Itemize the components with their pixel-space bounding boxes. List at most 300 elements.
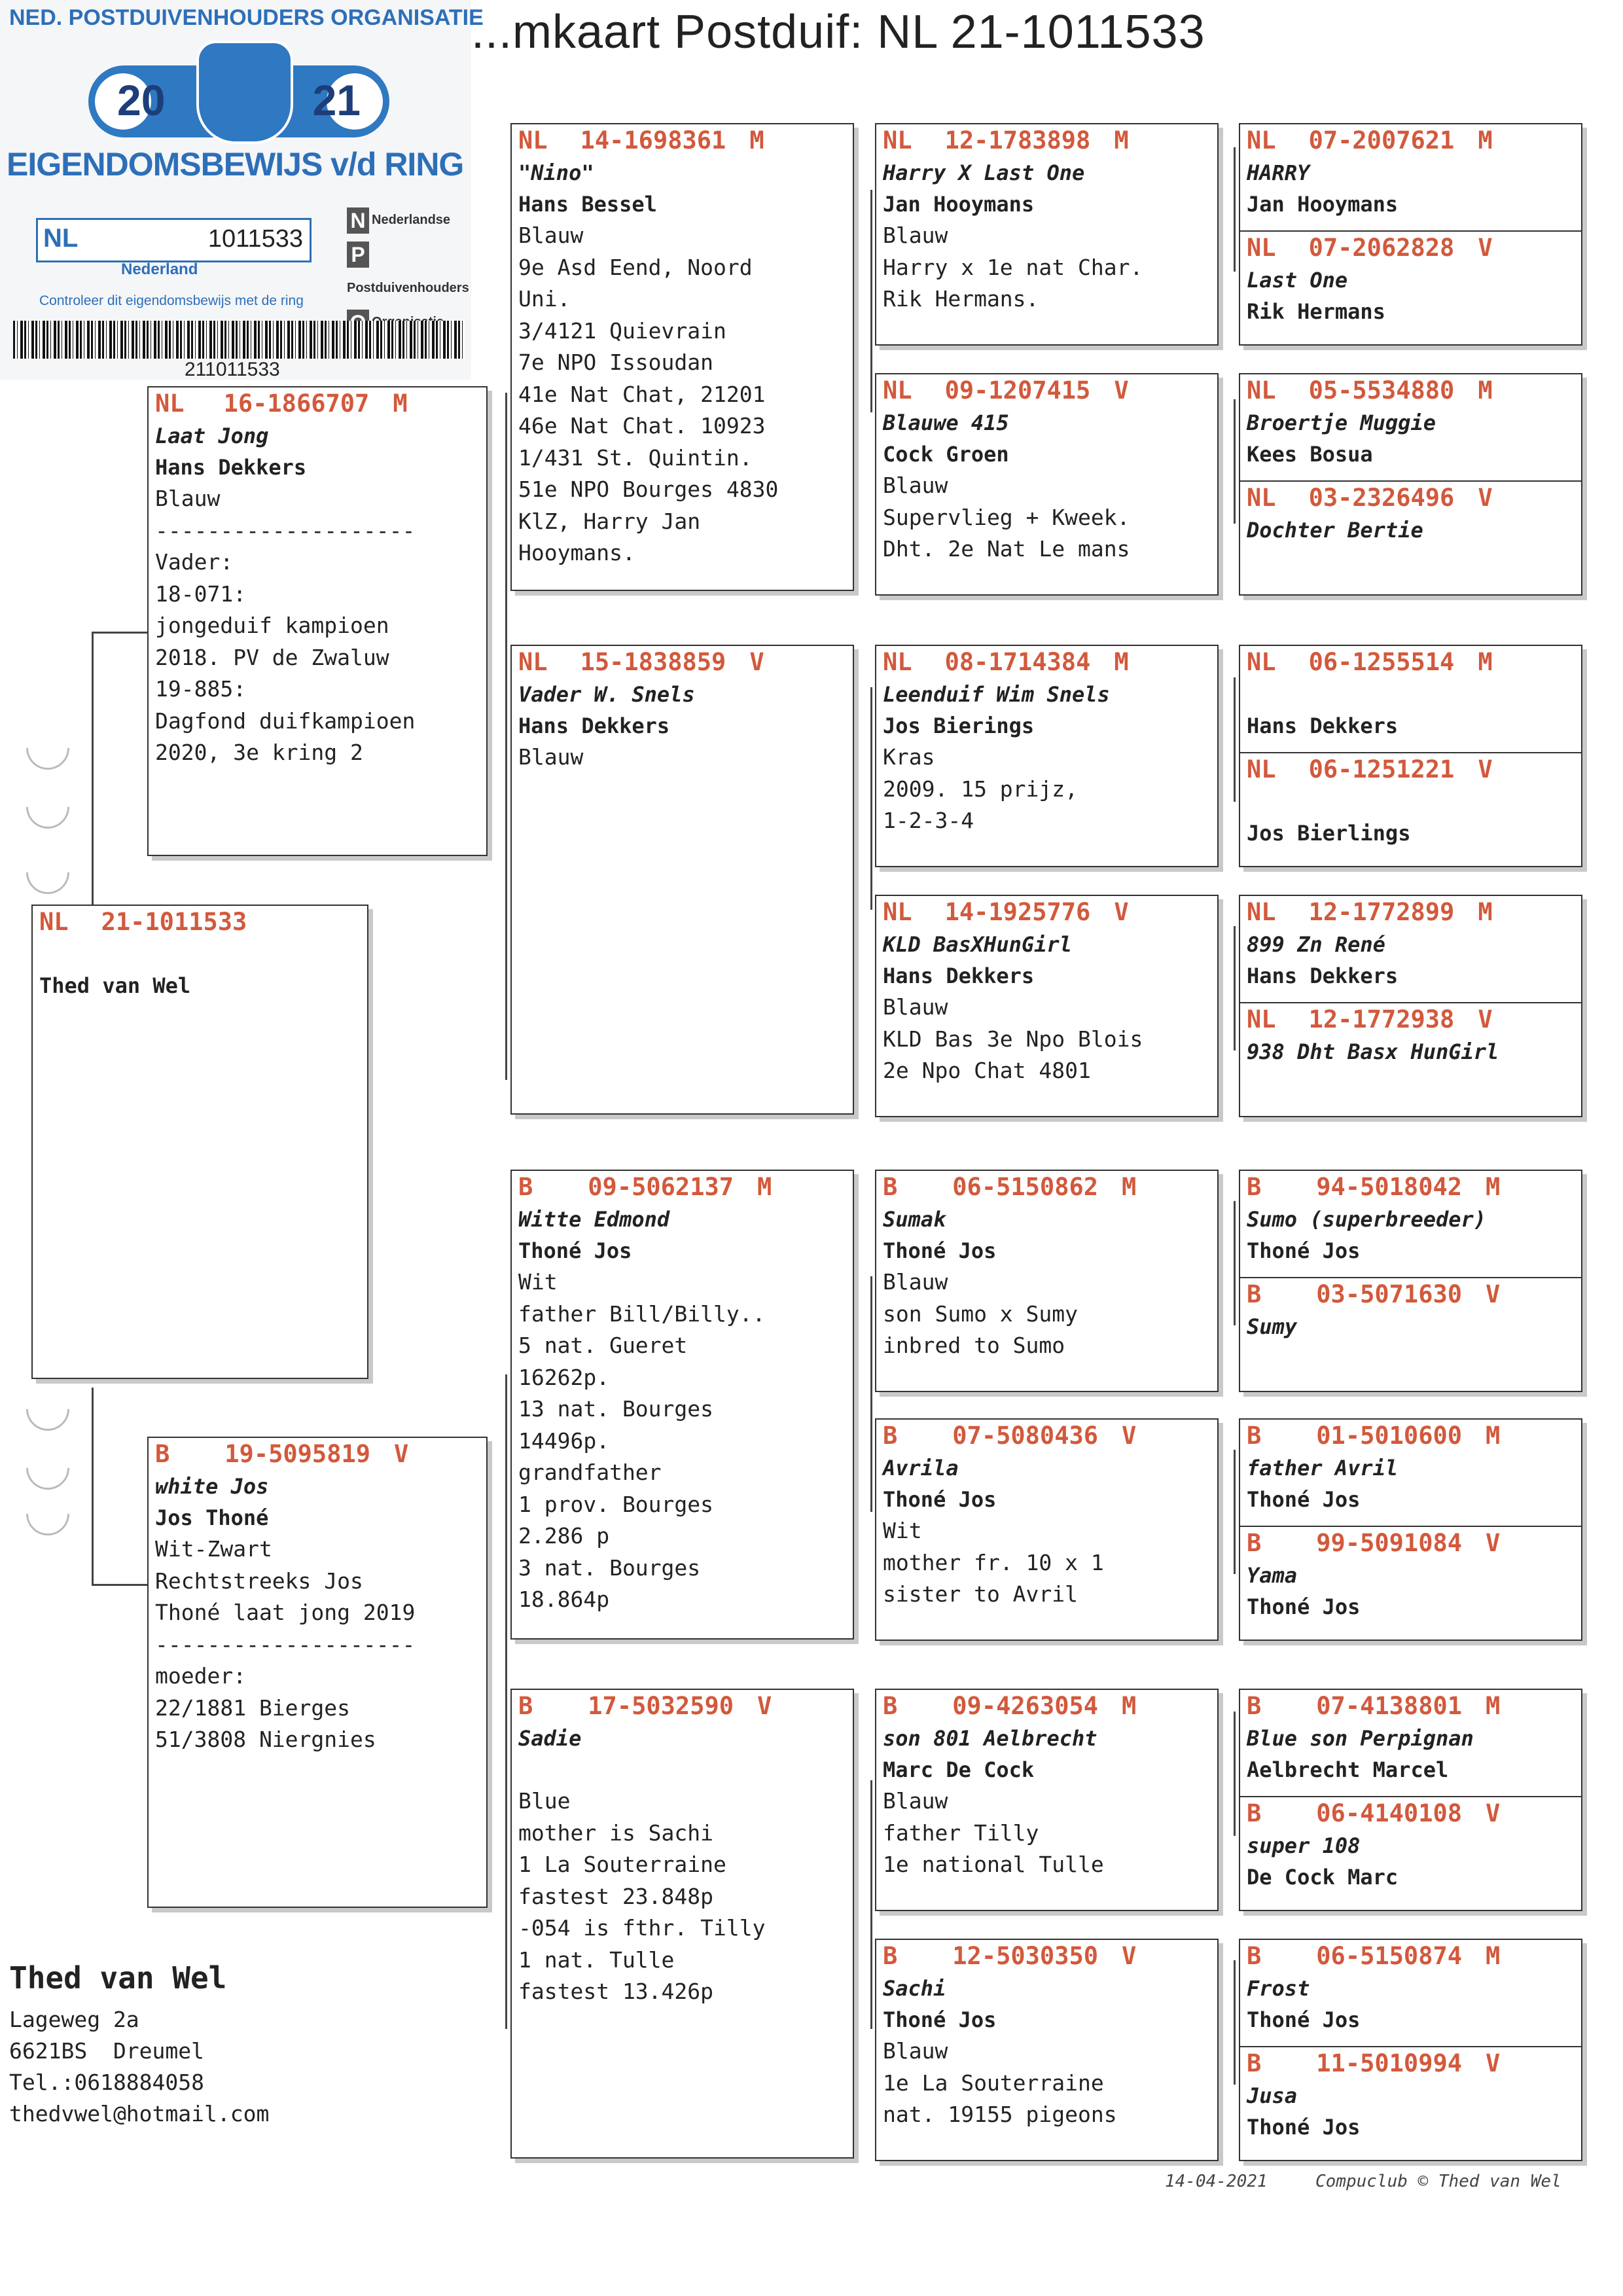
g4-dam-ring: 03-2326496 bbox=[1308, 484, 1455, 512]
pigeon-owner: Jos Bierings bbox=[883, 713, 1035, 738]
pigeon-note: -054 is fthr. Tilly bbox=[518, 1915, 766, 1941]
g4-sire-ring: 01-5010600 bbox=[1316, 1422, 1463, 1450]
pigeon-owner: Thoné Jos bbox=[883, 1487, 997, 1512]
pigeon-note: 18.864p bbox=[518, 1587, 610, 1612]
pigeon-color: Wit bbox=[883, 1518, 922, 1543]
g4-pair-box bbox=[1239, 1689, 1582, 1911]
great-grandparent-ring: 07-5080436 bbox=[952, 1422, 1099, 1450]
mother-sex: V bbox=[394, 1440, 409, 1468]
g4-sire bbox=[1240, 1171, 1581, 1266]
pigeon-note: 46e Nat Chat. 10923 bbox=[518, 413, 766, 439]
great-grandparent-box bbox=[875, 645, 1219, 867]
g4-dam-country: B bbox=[1247, 2049, 1262, 2077]
great-grandparent-box bbox=[875, 1170, 1219, 1392]
ring-card-ownership: EIGENDOMSBEWIJS v/d RING bbox=[7, 146, 464, 183]
g4-sire bbox=[1240, 1420, 1581, 1515]
breeder-address-line: Lageweg 2a bbox=[9, 2007, 139, 2032]
pigeon-note: sister to Avril bbox=[883, 1581, 1079, 1607]
g4-sire-country: NL bbox=[1247, 126, 1276, 154]
great-grandparent-country: NL bbox=[883, 898, 912, 926]
great-grandparent-box bbox=[875, 1689, 1219, 1911]
connector-line bbox=[505, 1374, 507, 2029]
pigeon-name: Sachi bbox=[883, 1976, 946, 2001]
pigeon-note: 2020, 3e kring 2 bbox=[155, 740, 363, 765]
g4-dam-sex: V bbox=[1486, 1529, 1501, 1557]
g4-dam-header bbox=[1240, 1527, 1581, 1560]
grandparent-country: NL bbox=[518, 126, 548, 154]
ring-card-nederland: Nederland bbox=[121, 260, 198, 278]
pigeon-note: Thoné laat jong 2019 bbox=[155, 1600, 416, 1625]
pigeon-note: moeder: bbox=[155, 1663, 247, 1689]
father-ring: 16-1866707 bbox=[223, 389, 370, 418]
great-grandparent-country: NL bbox=[883, 376, 912, 404]
grandparent-header bbox=[512, 1690, 853, 1723]
g4-pair-box bbox=[1239, 645, 1582, 867]
g4-dam bbox=[1240, 480, 1581, 577]
pigeon-note: Uni. bbox=[518, 286, 571, 312]
pigeon-owner: Rik Hermans bbox=[1247, 299, 1385, 324]
grandparent-country: NL bbox=[518, 648, 548, 676]
pigeon-name: Harry X Last One bbox=[883, 160, 1085, 185]
connector-line bbox=[505, 393, 507, 1080]
g4-pair-box bbox=[1239, 373, 1582, 596]
great-grandparent-header bbox=[876, 1940, 1217, 1973]
g4-sire-ring: 07-2007621 bbox=[1308, 126, 1455, 154]
pigeon-note: 1-2-3-4 bbox=[883, 808, 974, 833]
g4-dam-sex: V bbox=[1478, 755, 1493, 783]
g4-sire-sex: M bbox=[1478, 376, 1493, 404]
pigeon-note: 2009. 15 prijz, bbox=[883, 776, 1079, 802]
ring-card-number: 1011533 bbox=[207, 225, 303, 253]
g4-sire-sex: M bbox=[1486, 1692, 1501, 1720]
pigeon-name: HARRY bbox=[1247, 160, 1310, 185]
pigeon-color: Blauw bbox=[883, 2038, 948, 2064]
pigeon-owner: Hans Dekkers bbox=[1247, 713, 1399, 738]
pigeon-note: 1e national Tulle bbox=[883, 1852, 1104, 1877]
pigeon-note: Rik Hermans. bbox=[883, 286, 1039, 312]
pigeon-note: fastest 23.848p bbox=[518, 1883, 714, 1909]
subject-owner: Thed van Wel bbox=[39, 973, 191, 998]
pigeon-name: Dochter Bertie bbox=[1247, 518, 1423, 543]
pigeon-note: nat. 19155 pigeons bbox=[883, 2102, 1117, 2127]
pigeon-note: jongeduif kampioen bbox=[155, 613, 389, 638]
father-color: Blauw bbox=[155, 486, 221, 511]
g4-dam bbox=[1240, 2046, 1581, 2143]
g4-dam-country: B bbox=[1247, 1529, 1262, 1557]
barcode-number: 211011533 bbox=[185, 359, 280, 380]
great-grandparent-box bbox=[875, 373, 1219, 596]
pigeon-note: Rechtstreeks Jos bbox=[155, 1568, 363, 1594]
pigeon-note: 1e La Souterraine bbox=[883, 2070, 1104, 2096]
pigeon-note: 1 La Souterraine bbox=[518, 1852, 726, 1877]
pigeon-name: Sumy bbox=[1247, 1314, 1298, 1339]
connector-line bbox=[870, 1780, 872, 2029]
g4-dam-ring: 12-1772938 bbox=[1308, 1005, 1455, 1033]
pigeon-owner: Hans Bessel bbox=[518, 192, 657, 217]
pigeon-note: 2e Npo Chat 4801 bbox=[883, 1058, 1091, 1083]
great-grandparent-box bbox=[875, 1939, 1219, 2161]
g4-sire-country: NL bbox=[1247, 898, 1276, 926]
great-grandparent-sex: M bbox=[1114, 126, 1129, 154]
punch-hole bbox=[17, 717, 78, 778]
g4-dam bbox=[1240, 1277, 1581, 1374]
pigeon-name: Leenduif Wim Snels bbox=[883, 682, 1110, 707]
g4-dam bbox=[1240, 752, 1581, 849]
g4-sire-sex: M bbox=[1486, 1942, 1501, 1970]
g4-sire-ring: 12-1772899 bbox=[1308, 898, 1455, 926]
pigeon-owner: Thoné Jos bbox=[883, 1238, 997, 1263]
g4-pair-box bbox=[1239, 1939, 1582, 2161]
g4-dam bbox=[1240, 1526, 1581, 1623]
credit-text: Compuclub © Thed van Wel bbox=[1315, 2172, 1561, 2191]
pigeon-owner: Thoné Jos bbox=[1247, 1594, 1361, 1619]
pigeon-note: fastest 13.426p bbox=[518, 1979, 714, 2004]
great-grandparent-ring: 06-5150862 bbox=[952, 1173, 1099, 1201]
g4-sire bbox=[1240, 1690, 1581, 1785]
connector-line bbox=[92, 632, 147, 634]
pigeon-color: Blauw bbox=[883, 1788, 948, 1814]
ring-card-country: NL bbox=[43, 224, 79, 253]
pigeon-name: Broertje Muggie bbox=[1247, 410, 1436, 435]
connector-line bbox=[1234, 926, 1236, 1050]
g4-pair-box bbox=[1239, 895, 1582, 1117]
ring-card-year-right: 21 bbox=[312, 76, 361, 124]
pigeon-note: 22/1881 Bierges bbox=[155, 1695, 351, 1721]
g4-dam-header bbox=[1240, 232, 1581, 264]
mother-owner: Jos Thoné bbox=[155, 1505, 269, 1530]
great-grandparent-ring: 12-5030350 bbox=[952, 1942, 1099, 1970]
punch-hole bbox=[17, 1483, 78, 1544]
pigeon-note: 3 nat. Bourges bbox=[518, 1554, 701, 1581]
pigeon-note: 5 nat. Gueret bbox=[518, 1333, 688, 1358]
lion-crest-icon bbox=[196, 41, 293, 144]
connector-line bbox=[870, 1276, 872, 1512]
ring-card-number-box bbox=[36, 218, 312, 262]
pigeon-name: Frost bbox=[1247, 1976, 1310, 2001]
g4-dam-sex: V bbox=[1478, 1005, 1493, 1033]
pigeon-owner bbox=[1240, 546, 1581, 577]
g4-dam-country: NL bbox=[1247, 484, 1276, 512]
pigeon-owner: Hans Dekkers bbox=[518, 713, 670, 738]
pigeon-color: Blauw bbox=[518, 223, 584, 248]
pigeon-note: grandfather bbox=[518, 1460, 662, 1485]
connector-line bbox=[1234, 1712, 1236, 1836]
pigeon-owner bbox=[1240, 1067, 1581, 1099]
pigeon-note: 13 nat. Bourges bbox=[518, 1396, 714, 1422]
pigeon-note: 2018. PV de Zwaluw bbox=[155, 644, 389, 670]
great-grandparent-sex: M bbox=[1122, 1173, 1137, 1201]
great-grandparent-country: B bbox=[883, 1173, 898, 1201]
g4-sire-header bbox=[1240, 1420, 1581, 1452]
pigeon-owner: Jan Hooymans bbox=[883, 192, 1035, 217]
pigeon-owner: Thoné Jos bbox=[1247, 1487, 1361, 1512]
great-grandparent-box bbox=[875, 895, 1219, 1117]
mother-header bbox=[149, 1438, 486, 1471]
grandparent-ring: 15-1838859 bbox=[580, 648, 726, 676]
pigeon-note: 16262p. bbox=[518, 1364, 610, 1390]
g4-dam-header bbox=[1240, 1278, 1581, 1311]
g4-sire-header bbox=[1240, 1940, 1581, 1973]
mother-color: Wit-Zwart bbox=[155, 1536, 272, 1562]
grandparent-country: B bbox=[518, 1692, 533, 1720]
great-grandparent-country: NL bbox=[883, 648, 912, 676]
connector-line bbox=[870, 190, 872, 412]
g4-sire-sex: M bbox=[1478, 126, 1493, 154]
pigeon-name: Last One bbox=[1247, 268, 1348, 293]
pigeon-note: KLD Bas 3e Npo Blois bbox=[883, 1026, 1143, 1052]
mother-box bbox=[147, 1437, 488, 1908]
pigeon-name: super 108 bbox=[1247, 1833, 1361, 1858]
grandparent-sex: M bbox=[757, 1173, 772, 1201]
mother-name: white Jos bbox=[155, 1474, 269, 1499]
pigeon-note: -------------------- bbox=[155, 517, 416, 543]
pigeon-color: Blue bbox=[518, 1788, 571, 1814]
g4-sire-ring: 05-5534880 bbox=[1308, 376, 1455, 404]
g4-sire-ring: 07-4138801 bbox=[1316, 1692, 1463, 1720]
pigeon-note: 1 prov. Bourges bbox=[518, 1491, 714, 1517]
great-grandparent-country: B bbox=[883, 1942, 898, 1970]
pigeon-color: Wit bbox=[518, 1269, 558, 1295]
great-grandparent-country: B bbox=[883, 1422, 898, 1450]
g4-sire-header bbox=[1240, 1171, 1581, 1204]
pigeon-name: Sadie bbox=[518, 1726, 582, 1751]
pigeon-owner: Jan Hooymans bbox=[1247, 192, 1399, 217]
g4-dam-sex: V bbox=[1486, 2049, 1501, 2077]
pigeon-note: Hooymans. bbox=[518, 540, 635, 565]
g4-sire-sex: M bbox=[1478, 648, 1493, 676]
g4-dam-ring: 03-5071630 bbox=[1316, 1280, 1463, 1308]
grandparent-header bbox=[512, 1171, 853, 1204]
g4-dam-sex: V bbox=[1478, 234, 1493, 262]
pigeon-name: Blauwe 415 bbox=[883, 410, 1009, 435]
father-country: NL bbox=[155, 389, 185, 418]
pigeon-note: 1 nat. Tulle bbox=[518, 1946, 675, 1973]
great-grandparent-header bbox=[876, 1690, 1217, 1723]
connector-line bbox=[92, 1388, 94, 1584]
grandparent-box bbox=[510, 1170, 854, 1640]
pigeon-name: Blue son Perpignan bbox=[1247, 1726, 1474, 1751]
pigeon-note: mother is Sachi bbox=[518, 1820, 714, 1846]
great-grandparent-header bbox=[876, 1420, 1217, 1452]
g4-sire bbox=[1240, 374, 1581, 470]
g4-sire-sex: M bbox=[1478, 898, 1493, 926]
pigeon-name: Vader W. Snels bbox=[518, 682, 695, 707]
pigeon-note: 51/3808 Niergnies bbox=[155, 1727, 376, 1752]
pigeon-note: 1/431 St. Quintin. bbox=[518, 444, 753, 471]
pigeon-owner: Thoné Jos bbox=[1247, 2007, 1361, 2032]
g4-sire-country: B bbox=[1247, 1692, 1262, 1720]
pigeon-note: Dht. 2e Nat Le mans bbox=[883, 536, 1130, 562]
pigeon-name bbox=[1240, 786, 1581, 817]
punch-hole bbox=[17, 776, 78, 837]
mother-notes bbox=[149, 1566, 486, 1756]
g4-sire bbox=[1240, 1940, 1581, 2036]
page-title: ...mkaart Postduif: NL 21-1011533 bbox=[471, 6, 1205, 58]
g4-sire bbox=[1240, 896, 1581, 992]
great-grandparent-box bbox=[875, 123, 1219, 346]
connector-line bbox=[1234, 1450, 1236, 1574]
father-box bbox=[147, 386, 488, 856]
g4-dam-country: B bbox=[1247, 1280, 1262, 1308]
pigeon-owner: Cock Groen bbox=[883, 442, 1009, 467]
connector-line bbox=[870, 687, 872, 910]
g4-dam-ring: 06-1251221 bbox=[1308, 755, 1455, 783]
g4-sire-country: B bbox=[1247, 1942, 1262, 1970]
pigeon-note: father Tilly bbox=[883, 1820, 1039, 1846]
pigeon-name: son 801 Aelbrecht bbox=[883, 1726, 1097, 1751]
ring-card-org: NED. POSTDUIVENHOUDERS ORGANISATIE bbox=[9, 5, 484, 30]
mother-ring: 19-5095819 bbox=[224, 1440, 371, 1468]
grandparent-sex: V bbox=[757, 1692, 772, 1720]
pigeon-name: Witte Edmond bbox=[518, 1207, 670, 1232]
pigeon-owner: Aelbrecht Marcel bbox=[1247, 1757, 1449, 1782]
pigeon-owner: Thoné Jos bbox=[518, 1238, 632, 1263]
pigeon-note: 51e NPO Bourges 4830 bbox=[518, 476, 779, 502]
g4-sire-sex: M bbox=[1486, 1422, 1501, 1450]
g4-sire-ring: 94-5018042 bbox=[1316, 1173, 1463, 1201]
subject-country: NL bbox=[39, 908, 69, 936]
g4-sire-header bbox=[1240, 896, 1581, 929]
ring-card-npo-logo: N Nederlandse PPostduivenhouders bbox=[347, 203, 471, 339]
connector-line bbox=[92, 1584, 147, 1586]
g4-dam-country: NL bbox=[1247, 755, 1276, 783]
great-grandparent-sex: V bbox=[1122, 1422, 1137, 1450]
pigeon-note: KlZ, Harry Jan bbox=[518, 508, 701, 534]
g4-dam-sex: V bbox=[1486, 1280, 1501, 1308]
pigeon-note: mother fr. 10 x 1 bbox=[883, 1549, 1104, 1575]
pigeon-note: -------------------- bbox=[155, 1631, 416, 1657]
pigeon-note: Harry x 1e nat Char. bbox=[883, 254, 1143, 280]
pigeon-note: father Bill/Billy.. bbox=[518, 1300, 766, 1327]
grandparent-sex: M bbox=[749, 126, 764, 154]
pigeon-note: 14496p. bbox=[518, 1427, 610, 1454]
father-sex: M bbox=[393, 389, 408, 418]
pigeon-note: 9e Asd Eend, Noord bbox=[518, 254, 753, 280]
grandparent-country: B bbox=[518, 1173, 533, 1201]
father-header bbox=[149, 387, 486, 420]
connector-line bbox=[1234, 399, 1236, 524]
g4-sire-country: NL bbox=[1247, 376, 1276, 404]
great-grandparent-country: NL bbox=[883, 126, 912, 154]
pigeon-owner bbox=[512, 1754, 853, 1785]
pigeon-color: Blauw bbox=[883, 1269, 948, 1295]
great-grandparent-header bbox=[876, 374, 1217, 407]
breeder-phone: Tel.:0618884058 bbox=[9, 2070, 205, 2095]
g4-sire-header bbox=[1240, 646, 1581, 679]
g4-sire-header bbox=[1240, 124, 1581, 157]
pigeon-owner: Jos Bierlings bbox=[1247, 821, 1411, 846]
grandparent-sex: V bbox=[749, 648, 764, 676]
pigeon-name: KLD BasXHunGirl bbox=[883, 932, 1072, 957]
great-grandparent-header bbox=[876, 1171, 1217, 1204]
pigeon-owner: Kees Bosua bbox=[1247, 442, 1373, 467]
pigeon-color: Blauw bbox=[883, 473, 948, 498]
great-grandparent-header bbox=[876, 124, 1217, 157]
g4-dam-sex: V bbox=[1486, 1799, 1501, 1827]
pigeon-owner: Thoné Jos bbox=[1247, 1238, 1361, 1263]
pigeon-color: Blauw bbox=[883, 223, 948, 248]
pigeon-name: Yama bbox=[1247, 1563, 1298, 1588]
mother-country: B bbox=[155, 1440, 170, 1468]
subject-header bbox=[33, 906, 367, 939]
breeder-address-line: 6621BS Dreumel bbox=[9, 2038, 205, 2064]
g4-sire-header bbox=[1240, 374, 1581, 407]
g4-sire bbox=[1240, 124, 1581, 220]
connector-line bbox=[1234, 1960, 1236, 2085]
pigeon-note: 7e NPO Issoudan bbox=[518, 350, 714, 375]
great-grandparent-country: B bbox=[883, 1692, 898, 1720]
g4-sire-header bbox=[1240, 1690, 1581, 1723]
ring-ownership-card bbox=[0, 0, 484, 380]
g4-pair-box bbox=[1239, 123, 1582, 346]
g4-dam-header bbox=[1240, 2047, 1581, 2080]
pigeon-name: Jusa bbox=[1247, 2083, 1298, 2108]
g4-dam-sex: V bbox=[1478, 484, 1493, 512]
subject-ring: 21-1011533 bbox=[101, 908, 247, 936]
connector-line bbox=[1234, 147, 1236, 272]
g4-sire bbox=[1240, 646, 1581, 742]
grandparent-box bbox=[510, 123, 854, 591]
punch-hole bbox=[17, 1437, 78, 1498]
g4-sire-sex: M bbox=[1486, 1173, 1501, 1201]
g4-sire-ring: 06-5150874 bbox=[1316, 1942, 1463, 1970]
connector-line bbox=[92, 632, 94, 906]
pigeon-note: 18-071: bbox=[155, 581, 247, 607]
pigeon-note: Supervlieg + Kweek. bbox=[883, 504, 1130, 530]
grandparent-header bbox=[512, 646, 853, 679]
pigeon-owner: Hans Dekkers bbox=[883, 963, 1035, 988]
pigeon-color: Blauw bbox=[518, 744, 584, 770]
g4-dam-header bbox=[1240, 1797, 1581, 1830]
great-grandparent-sex: V bbox=[1114, 898, 1129, 926]
great-grandparent-ring: 12-1783898 bbox=[944, 126, 1091, 154]
pigeon-note: 41e Nat Chat, 21201 bbox=[518, 381, 766, 407]
grandparent-box bbox=[510, 1689, 854, 2159]
pigeon-name: "Nino" bbox=[518, 160, 594, 185]
g4-dam bbox=[1240, 230, 1581, 327]
ring-card-org-p: Postduivenhouders bbox=[347, 281, 469, 295]
g4-sire-ring: 06-1255514 bbox=[1308, 648, 1455, 676]
breeder-email: thedvwel@hotmail.com bbox=[9, 2101, 270, 2126]
g4-sire-country: B bbox=[1247, 1173, 1262, 1201]
g4-dam bbox=[1240, 1796, 1581, 1893]
pigeon-owner bbox=[1240, 1342, 1581, 1374]
great-grandparent-ring: 09-1207415 bbox=[944, 376, 1091, 404]
great-grandparent-sex: M bbox=[1122, 1692, 1137, 1720]
grandparent-ring: 14-1698361 bbox=[580, 126, 726, 154]
g4-sire-country: NL bbox=[1247, 648, 1276, 676]
pigeon-name: Sumo (superbreeder) bbox=[1247, 1207, 1487, 1232]
pigeon-color: Blauw bbox=[883, 994, 948, 1020]
pigeon-note: Vader: bbox=[155, 549, 234, 575]
great-grandparent-box bbox=[875, 1418, 1219, 1641]
punch-hole bbox=[17, 1378, 78, 1439]
great-grandparent-sex: V bbox=[1122, 1942, 1137, 1970]
g4-pair-box bbox=[1239, 1170, 1582, 1392]
g4-dam-ring: 07-2062828 bbox=[1308, 234, 1455, 262]
connector-line bbox=[1234, 1201, 1236, 1325]
pigeon-owner: Marc De Cock bbox=[883, 1757, 1035, 1782]
pigeon-name bbox=[1240, 679, 1581, 710]
great-grandparent-ring: 09-4263054 bbox=[952, 1692, 1099, 1720]
print-date: 14-04-2021 bbox=[1165, 2172, 1268, 2191]
pigeon-owner: Thoné Jos bbox=[883, 2007, 997, 2032]
ring-card-year-left: 20 bbox=[117, 76, 166, 124]
g4-dam-header bbox=[1240, 1003, 1581, 1036]
g4-dam-country: B bbox=[1247, 1799, 1262, 1827]
g4-dam bbox=[1240, 1002, 1581, 1099]
g4-dam-country: NL bbox=[1247, 234, 1276, 262]
